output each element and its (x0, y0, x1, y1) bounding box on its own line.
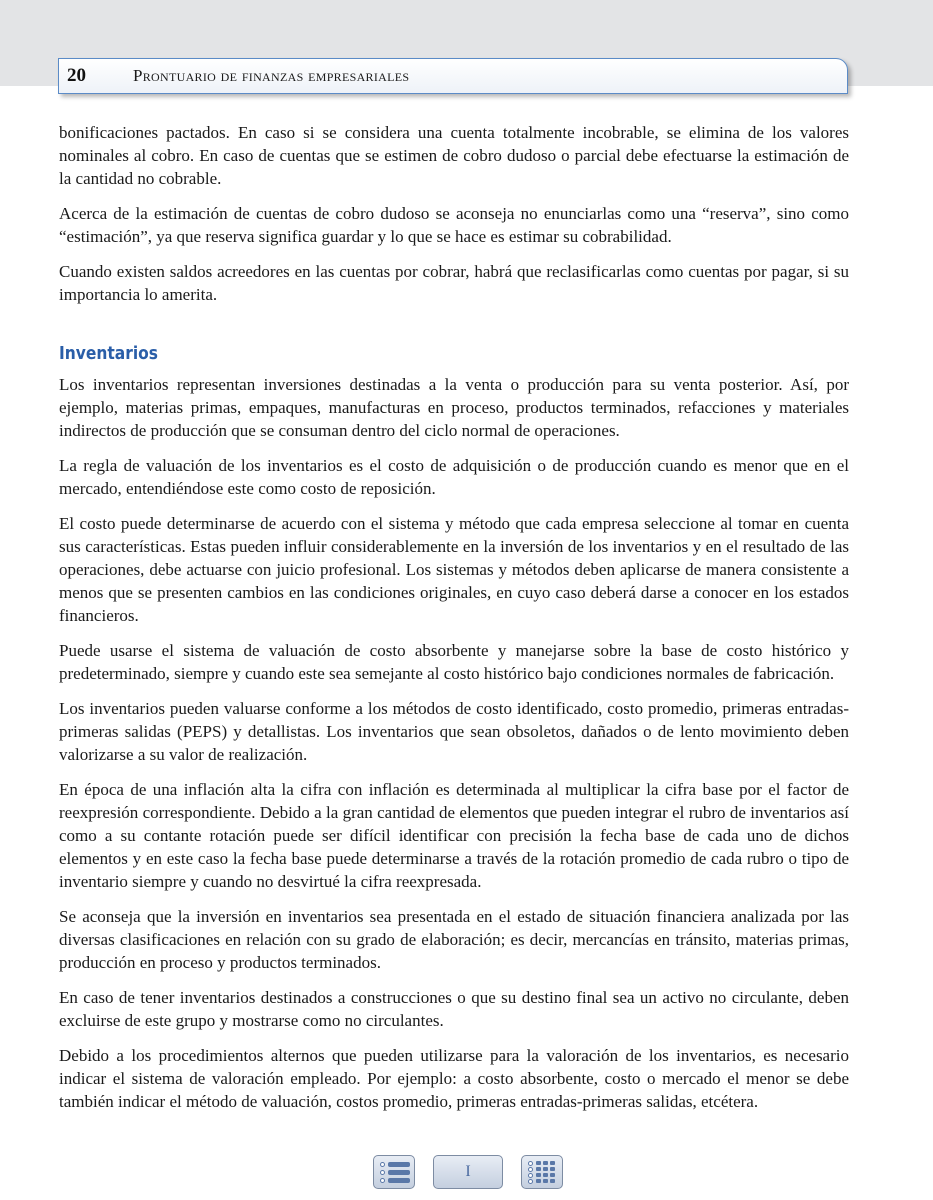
paragraph: Acerca de la estimación de cuentas de cobro dudoso se aconseja no enunciarlas como una “reserva”, sino como “estimación”, ya que reserva significa guardar y lo que se hace es estimar su cobrabilidad. (59, 204, 849, 246)
paragraph: Los inventarios pueden valuarse conforme a los métodos de costo identificado, costo promedio, primeras entradas-primeras salidas (PEPS) y detallistas. Los inventarios que sean obsoletos, dañados o de lento movimiento deben valorizarse a su valor de realización. (59, 699, 849, 764)
running-title: Prontuario de finanzas empresariales (133, 66, 410, 85)
paragraph: En época de una inflación alta la cifra con inflación es determinada al multiplicar la cifra base por el factor de reexpresión correspondiente. Debido a la gran cantidad de elementos que pueden integrar el rubro de inventarios así como a su contante rotación puede ser difícil identificar con precisión la fecha base de cada uno de dichos elementos y en este caso la fecha base puede determinarse a través de la rotación promedio de cada rubro o tipo de inventario siempre y cuando no desvirtué la cifra reexpresada. (59, 780, 849, 891)
index-button-label: I (465, 1163, 471, 1180)
index-button[interactable] (433, 1155, 503, 1189)
page-number: 20 (67, 65, 86, 86)
paragraph: Los inventarios representan inversiones destinadas a la venta o producción para su venta posterior. Así, por ejemplo, materias primas, empaques, manufacturas en proceso, productos terminados, refacciones y materiales indirectos de producción que se consuman dentro del ciclo normal de operaciones. (59, 375, 849, 440)
page-navigation (0, 1155, 933, 1191)
list-icon (380, 1160, 410, 1184)
paragraph: En caso de tener inventarios destinados a construcciones o que su destino final sea un activo no circulante, deben excluirse de este grupo y mostrarse como no circulantes. (59, 988, 849, 1030)
grid-list-icon (528, 1160, 558, 1184)
paragraph: Se aconseja que la inversión en inventarios sea presentada en el estado de situación financiera analizada por las diversas clasificaciones en relación con su grado de elaboración; es decir, mercancías en tránsito, materias primas, producción en proceso y productos terminados. (59, 907, 849, 972)
page-body (59, 121, 849, 1125)
paragraph: La regla de valuación de los inventarios es el costo de adquisición o de producción cuando es menor que en el mercado, entendiéndose este como costo de reposición. (59, 456, 849, 498)
paragraph: Debido a los procedimientos alternos que pueden utilizarse para la valoración de los inventarios, es necesario indicar el sistema de valoración empleado. Por ejemplo: a costo absorbente, costo o mercado el menor se debe también indicar el método de valuación, costos promedio, primeras entradas-primeras salidas, etcétera. (59, 1046, 849, 1111)
paragraph: Cuando existen saldos acreedores en las cuentas por cobrar, habrá que reclasificarlas como cuentas por pagar, si su importancia lo amerita. (59, 262, 849, 304)
paragraph: bonificaciones pactados. En caso si se considera una cuenta totalmente incobrable, se elimina de los valores nominales al cobro. En caso de cuentas que se estimen de cobro dudoso o parcial debe efectuarse la estimación de la cantidad no cobrable. (59, 123, 849, 188)
page-header (58, 58, 848, 94)
table-of-contents-button[interactable] (373, 1155, 415, 1189)
section-heading: Inventarios (59, 343, 159, 364)
paragraph: El costo puede determinarse de acuerdo con el sistema y método que cada empresa seleccione al tomar en cuenta sus características. Estas pueden influir considerablemente en la inversión de los inventarios y en el resultado de las operaciones, debe actuarse con juicio profesional. Los sistemas y métodos deben aplicarse de manera consistente a menos que se presenten cambios en las condiciones originales, en cuyo caso deberá darse a conocer en los estados financieros. (59, 514, 849, 625)
grid-list-button[interactable] (521, 1155, 563, 1189)
paragraph: Puede usarse el sistema de valuación de costo absorbente y manejarse sobre la base de costo histórico y predeterminado, siempre y cuando este sea semejante al costo histórico bajo condiciones normales de fabricación. (59, 641, 849, 683)
